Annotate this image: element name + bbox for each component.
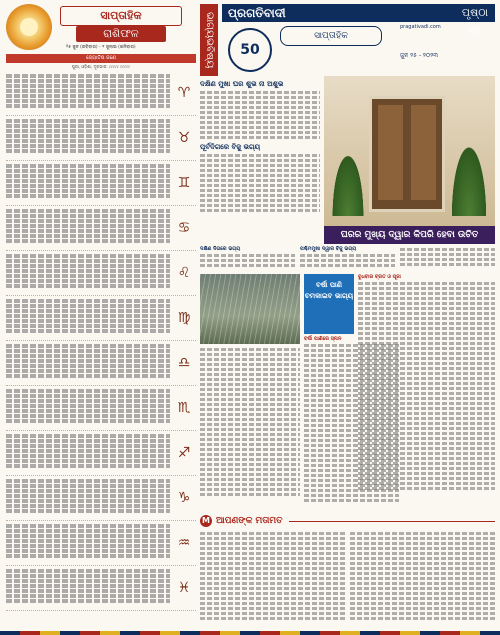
zodiac-sign-text [6,521,172,565]
zodiac-sign-row [6,521,196,566]
aries-icon: ♈ [177,85,191,101]
aquarius-icon: ♒ [177,535,191,551]
anniversary-logo: 50 [228,28,272,72]
door-frame [369,96,445,212]
gemini-icon: ♊ [177,175,191,191]
mid-col-3 [400,246,495,268]
rashifal-header [6,4,196,52]
zodiac-sign-text [6,206,172,250]
zodiac-sign-text [6,566,172,610]
feature-left-column [200,76,320,214]
mid-col-2 [300,246,395,269]
zodiac-sign-row [6,71,196,116]
opinion-title: ଆପଣଙ୍କ ମତାମତ [216,516,283,526]
paper-name: ପ୍ରଗତିବାଦୀ [222,4,458,22]
rain-feature [200,274,495,524]
feature-middle-row [200,246,495,268]
rashifal-column [6,4,196,631]
rashifal-date-range: ୨୫ ଜୁନ (ରବିବାର) - ୧ ଜୁଲାଇ (ଶନିବାର) [66,45,136,50]
zodiac-sign-text [6,341,172,385]
rain-left-column [200,346,300,498]
virgo-icon: ♍ [177,310,191,326]
zodiac-sign-row [6,476,196,521]
website: pragativadi.com [400,24,441,30]
zodiac-wheel-icon [6,4,52,50]
astrologer-name: ଜ୍ୟୋତିଷ ଜଣେ [6,54,196,63]
libra-icon: ♎ [177,355,191,371]
zodiac-sign-text [6,251,172,295]
sagittarius-icon: ♐ [177,445,191,461]
color-registration-strip [0,631,500,635]
zodiac-sign-text [6,476,172,520]
feature-subhead-2: ପୂର୍ବଦିଗରେ ବିଜୁ ଭଗ୍ୟ [200,143,261,151]
page-number: ପୃଷ୍ଠା ୧୫ [455,4,495,22]
section-vertical-label: ଭାଗ୍ୟଭବିଷ୍ୟ [200,4,218,76]
zodiac-sign-text [6,71,172,115]
rain-right-column [358,274,495,492]
plant-left [330,146,366,216]
leo-icon: ♌ [177,265,191,281]
rain-box-title: ବର୍ଷା ପାଣି ଚମକାଇବ ଭାଗ୍ୟ [304,274,354,334]
zodiac-sign-row [6,296,196,341]
feature-body-1 [200,91,320,139]
zodiac-sign-row [6,341,196,386]
rashifal-title-weekly: ସାପ୍ତାହିକ [60,6,182,26]
zodiac-sign-row [6,206,196,251]
zodiac-sign-list [6,71,196,611]
zodiac-sign-text [6,161,172,205]
zodiac-sign-text [6,296,172,340]
taurus-icon: ♉ [177,130,191,146]
rain-photo [200,274,300,344]
rain-item-2: ବୁଧବାର ବ୍ରତ ଓ ପୂଜା [358,274,401,280]
mid-col-1 [200,246,295,269]
publication-date: ଜୁନ ୨୫ - ୨୦୨୩ [400,52,438,59]
cancer-icon: ♋ [177,220,191,236]
supplement-brand: ସାପ୍ତାହିକ [280,26,382,46]
opinion-icon: M [200,515,212,527]
zodiac-sign-text [6,431,172,475]
rain-item-1: ବର୍ଷା ପାଣିରେ ସ୍ନାନ [304,336,342,342]
zodiac-sign-row [6,566,196,611]
pisces-icon: ♓ [177,580,191,596]
opinion-section [200,514,495,631]
feature-subhead-1: ଦକ୍ଷିଣ ମୁଖା ଘର ଶୁଭ ନା ଅଶୁଭ [200,80,284,88]
zodiac-sign-row [6,386,196,431]
main-feature-area [200,4,495,631]
mid-subhead-2: ପଶ୍ଚିମମୁଖା ଦ୍ୱାର ବିଜୁ ଭଗ୍ୟ [300,246,357,252]
plant-right [449,136,489,216]
zodiac-sign-text [6,116,172,160]
opinion-col-1 [200,530,346,622]
opinion-col-2 [350,530,496,622]
opinion-rule [289,521,495,522]
capricorn-icon: ♑ [177,490,191,506]
zodiac-sign-row [6,431,196,476]
zodiac-sign-row [6,161,196,206]
opinion-columns [200,530,495,622]
mid-subhead-1: ଦକ୍ଷିଣ ଦିଗରେ ଭଗ୍ୟ [200,246,241,252]
opinion-header [200,514,495,528]
feature-body-2 [200,154,320,212]
door-photo [324,76,495,226]
rashifal-title: ରାଶିଫଳ [76,26,166,42]
zodiac-sign-text [6,386,172,430]
zodiac-sign-row [6,116,196,161]
astrologer-contact: ପୁରୀ, ଓଡ଼ିଶା, ଦୂରଭାଷ: ୯୯୯୯୯ ୯୯୯୯୯ [71,64,131,69]
scorpio-icon: ♏ [177,400,191,416]
zodiac-sign-row [6,251,196,296]
feature-headline: ଘରର ମୁଖ୍ୟ ଦ୍ୱାର କିପରି ହେବା ଉଚିତ [324,226,495,244]
